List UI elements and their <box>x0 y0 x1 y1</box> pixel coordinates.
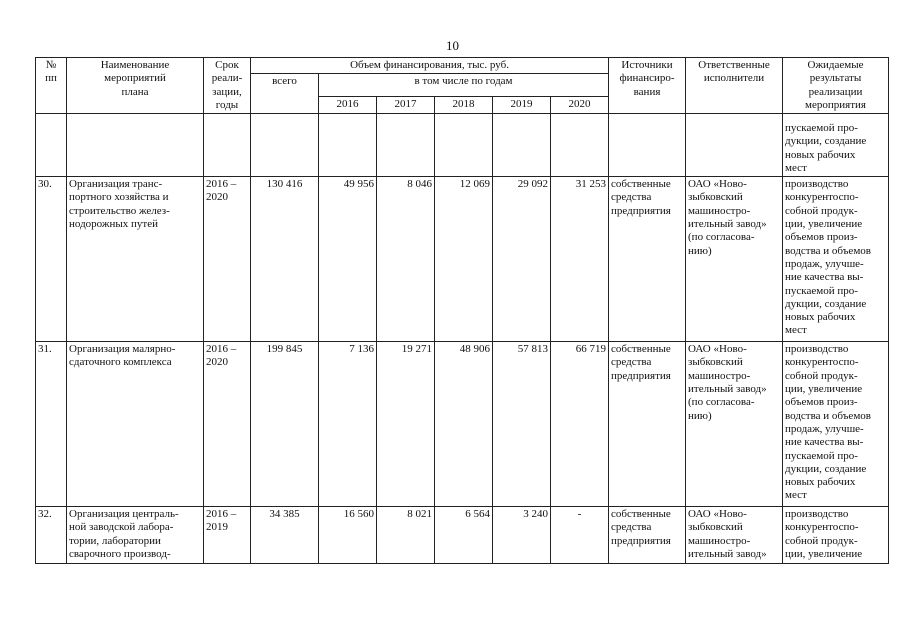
cell-total: 130 416 <box>251 177 319 342</box>
cell-name: Организация транс- портного хозяйства и строительство желез- нодорожных путей <box>67 177 204 342</box>
cell-year-value: 7 136 <box>319 342 377 507</box>
cell-empty <box>686 114 783 177</box>
cell-empty <box>551 114 609 177</box>
header-num: № пп <box>36 58 67 114</box>
cell-year-value: 66 719 <box>551 342 609 507</box>
cell-empty <box>435 114 493 177</box>
cell-year-value: 12 069 <box>435 177 493 342</box>
table-row <box>36 177 889 342</box>
header-results: Ожидаемые результаты реализации мероприятия <box>783 58 889 114</box>
table-row-continued <box>36 114 889 177</box>
cell-results: производство конкурентоспо- собной продук- ции, увеличение объемов произ- водства и объемов продаж, улучше- ние качества вы- пускаемой про- дукции, создание новых рабочих мест <box>783 177 889 342</box>
cell-year-value: 49 956 <box>319 177 377 342</box>
cell-year-value: 6 564 <box>435 507 493 564</box>
cell-empty <box>319 114 377 177</box>
header-name: Наименование мероприятий плана <box>67 58 204 114</box>
cell-empty <box>609 114 686 177</box>
cell-name: Организация малярно- сдаточного комплекса <box>67 342 204 507</box>
cell-num: 32. <box>36 507 67 564</box>
header-by-years: в том числе по годам <box>319 74 609 97</box>
header-year: 2016 <box>319 97 377 114</box>
cell-year-value: 16 560 <box>319 507 377 564</box>
cell-year-value: 3 240 <box>493 507 551 564</box>
header-sources: Источники финансиро- вания <box>609 58 686 114</box>
page-number: 10 <box>446 38 459 53</box>
header-year: 2018 <box>435 97 493 114</box>
cell-results: пускаемой про- дукции, создание новых рабочих мест <box>783 114 889 177</box>
cell-empty <box>493 114 551 177</box>
header-executors: Ответственные исполнители <box>686 58 783 114</box>
cell-year-value: 48 906 <box>435 342 493 507</box>
header-total: всего <box>251 74 319 114</box>
cell-year-value: 8 046 <box>377 177 435 342</box>
header-year: 2019 <box>493 97 551 114</box>
cell-year-value: - <box>551 507 609 564</box>
cell-total: 34 385 <box>251 507 319 564</box>
cell-name: Организация централь- ной заводской лабора- тории, лаборатории сварочного производ- <box>67 507 204 564</box>
cell-sources: собственные средства предприятия <box>609 177 686 342</box>
cell-empty <box>36 114 67 177</box>
action-plan-table <box>35 57 889 564</box>
header-year: 2017 <box>377 97 435 114</box>
cell-year-value: 57 813 <box>493 342 551 507</box>
cell-empty <box>377 114 435 177</box>
cell-empty <box>67 114 204 177</box>
cell-term: 2016 – 2020 <box>204 177 251 342</box>
header-row <box>36 58 889 74</box>
cell-year-value: 29 092 <box>493 177 551 342</box>
cell-results: производство конкурентоспо- собной продук- ции, увеличение <box>783 507 889 564</box>
cell-empty <box>251 114 319 177</box>
table-row <box>36 507 889 564</box>
cell-year-value: 31 253 <box>551 177 609 342</box>
cell-executors: ОАО «Ново- зыбковский машиностро- ительный завод» <box>686 507 783 564</box>
cell-year-value: 19 271 <box>377 342 435 507</box>
header-funding: Объем финансирования, тыс. руб. <box>251 58 609 74</box>
cell-sources: собственные средства предприятия <box>609 342 686 507</box>
table-row <box>36 342 889 507</box>
header-year: 2020 <box>551 97 609 114</box>
cell-year-value: 8 021 <box>377 507 435 564</box>
cell-executors: ОАО «Ново- зыбковский машиностро- ительный завод» (по согласова- нию) <box>686 342 783 507</box>
cell-empty <box>204 114 251 177</box>
cell-term: 2016 – 2020 <box>204 342 251 507</box>
cell-total: 199 845 <box>251 342 319 507</box>
cell-sources: собственные средства предприятия <box>609 507 686 564</box>
cell-executors: ОАО «Ново- зыбковский машиностро- ительный завод» (по согласова- нию) <box>686 177 783 342</box>
cell-term: 2016 – 2019 <box>204 507 251 564</box>
header-term: Срок реали- зации, годы <box>204 58 251 114</box>
cell-num: 30. <box>36 177 67 342</box>
cell-results: производство конкурентоспо- собной продук- ции, увеличение объемов произ- водства и объемов продаж, улучше- ние качества вы- пускаемой про- дукции, создание новых рабочих мест <box>783 342 889 507</box>
cell-num: 31. <box>36 342 67 507</box>
